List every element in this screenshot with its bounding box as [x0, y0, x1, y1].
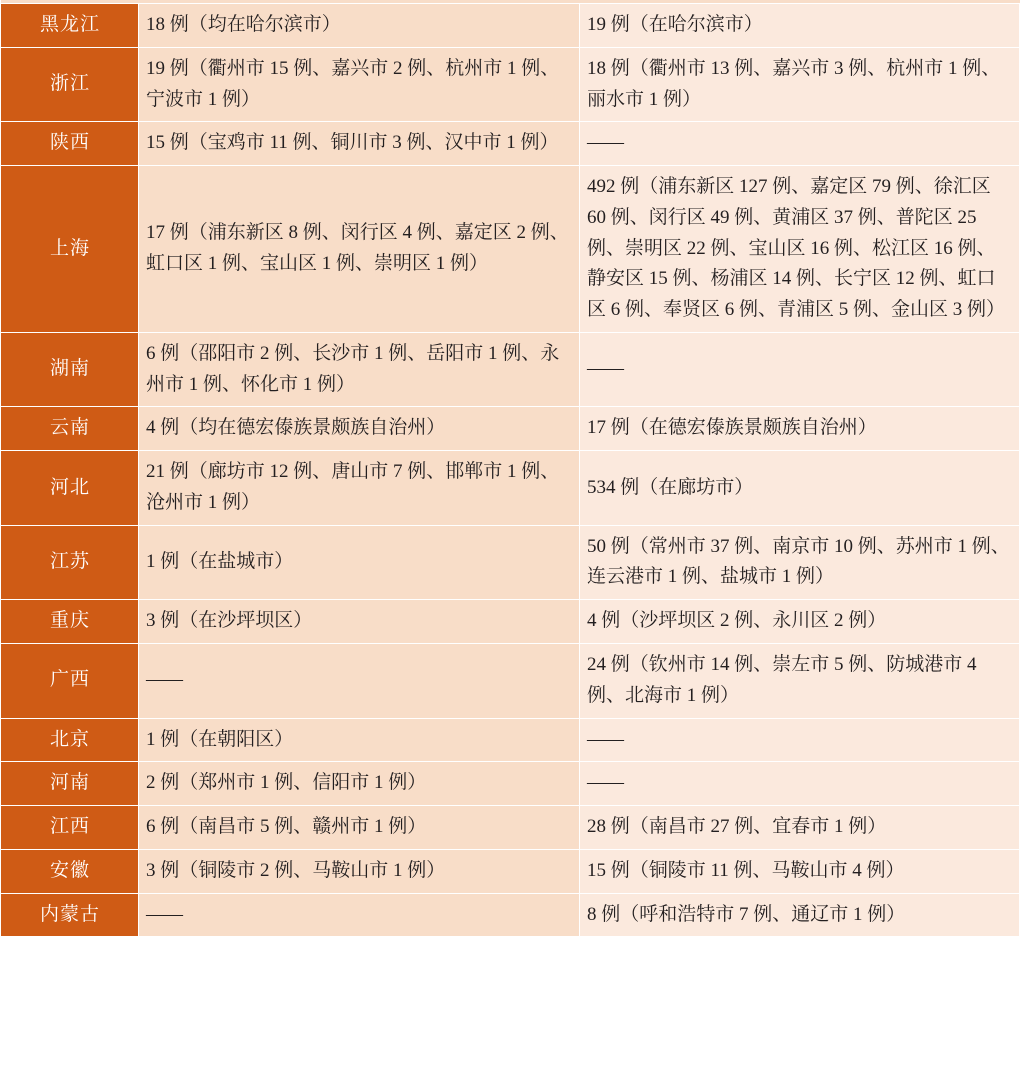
province-label: 内蒙古	[1, 893, 139, 937]
cases-column-1: 17 例（浦东新区 8 例、闵行区 4 例、嘉定区 2 例、虹口区 1 例、宝山区 1 例、崇明区 1 例）	[139, 166, 580, 333]
table-row	[1, 166, 1020, 333]
cases-column-2: ——	[580, 762, 1020, 806]
table-row	[1, 451, 1020, 526]
province-label: 江西	[1, 806, 139, 850]
cases-column-1: 2 例（郑州市 1 例、信阳市 1 例）	[139, 762, 580, 806]
province-case-table	[0, 3, 1020, 937]
table-row	[1, 849, 1020, 893]
table-row	[1, 122, 1020, 166]
table-row	[1, 718, 1020, 762]
cases-column-2: ——	[580, 122, 1020, 166]
table-row	[1, 332, 1020, 407]
cases-column-2: 534 例（在廊坊市）	[580, 451, 1020, 526]
province-label: 云南	[1, 407, 139, 451]
cases-column-2: 50 例（常州市 37 例、南京市 10 例、苏州市 1 例、连云港市 1 例、盐城市 1 例）	[580, 525, 1020, 600]
cases-column-1: 6 例（南昌市 5 例、赣州市 1 例）	[139, 806, 580, 850]
cases-column-1: 15 例（宝鸡市 11 例、铜川市 3 例、汉中市 1 例）	[139, 122, 580, 166]
cases-column-1: 4 例（均在德宏傣族景颇族自治州）	[139, 407, 580, 451]
cases-column-2: 28 例（南昌市 27 例、宜春市 1 例）	[580, 806, 1020, 850]
cases-column-2: 17 例（在德宏傣族景颇族自治州）	[580, 407, 1020, 451]
table-body	[1, 4, 1020, 937]
province-label: 重庆	[1, 600, 139, 644]
cases-column-1: ——	[139, 644, 580, 719]
table-row	[1, 47, 1020, 122]
cases-column-2: ——	[580, 332, 1020, 407]
cases-column-1: 18 例（均在哈尔滨市）	[139, 4, 580, 48]
table-row	[1, 644, 1020, 719]
table-row	[1, 893, 1020, 937]
cases-column-2: 15 例（铜陵市 11 例、马鞍山市 4 例）	[580, 849, 1020, 893]
cases-column-1: 1 例（在朝阳区）	[139, 718, 580, 762]
cases-column-1: 3 例（铜陵市 2 例、马鞍山市 1 例）	[139, 849, 580, 893]
cases-column-1: 21 例（廊坊市 12 例、唐山市 7 例、邯郸市 1 例、沧州市 1 例）	[139, 451, 580, 526]
cases-column-1: 1 例（在盐城市）	[139, 525, 580, 600]
cases-column-2: 24 例（钦州市 14 例、崇左市 5 例、防城港市 4 例、北海市 1 例）	[580, 644, 1020, 719]
province-label: 上海	[1, 166, 139, 333]
province-label: 安徽	[1, 849, 139, 893]
cases-column-2: 8 例（呼和浩特市 7 例、通辽市 1 例）	[580, 893, 1020, 937]
cases-column-1: 3 例（在沙坪坝区）	[139, 600, 580, 644]
table-row	[1, 4, 1020, 48]
cases-column-2: 492 例（浦东新区 127 例、嘉定区 79 例、徐汇区 60 例、闵行区 49 例、黄浦区 37 例、普陀区 25 例、崇明区 22 例、宝山区 16 例、松江区 16 例、静安区 15 例、杨浦区 14 例、长宁区 12 例、虹口区 6 例、奉贤区 6 例、青浦区 5 例、金山区 3 例）	[580, 166, 1020, 333]
table-row	[1, 600, 1020, 644]
cases-column-1: 19 例（衢州市 15 例、嘉兴市 2 例、杭州市 1 例、宁波市 1 例）	[139, 47, 580, 122]
province-label: 河南	[1, 762, 139, 806]
cases-column-2: 4 例（沙坪坝区 2 例、永川区 2 例）	[580, 600, 1020, 644]
province-label: 陕西	[1, 122, 139, 166]
province-label: 北京	[1, 718, 139, 762]
table-row	[1, 525, 1020, 600]
cases-column-1: ——	[139, 893, 580, 937]
table-row	[1, 762, 1020, 806]
cases-column-2: ——	[580, 718, 1020, 762]
table-row	[1, 407, 1020, 451]
province-label: 河北	[1, 451, 139, 526]
cases-column-2: 18 例（衢州市 13 例、嘉兴市 3 例、杭州市 1 例、丽水市 1 例）	[580, 47, 1020, 122]
cases-column-2: 19 例（在哈尔滨市）	[580, 4, 1020, 48]
province-label: 江苏	[1, 525, 139, 600]
province-label: 浙江	[1, 47, 139, 122]
province-label: 湖南	[1, 332, 139, 407]
province-label: 黑龙江	[1, 4, 139, 48]
table-row	[1, 806, 1020, 850]
cases-column-1: 6 例（邵阳市 2 例、长沙市 1 例、岳阳市 1 例、永州市 1 例、怀化市 1 例）	[139, 332, 580, 407]
province-label: 广西	[1, 644, 139, 719]
